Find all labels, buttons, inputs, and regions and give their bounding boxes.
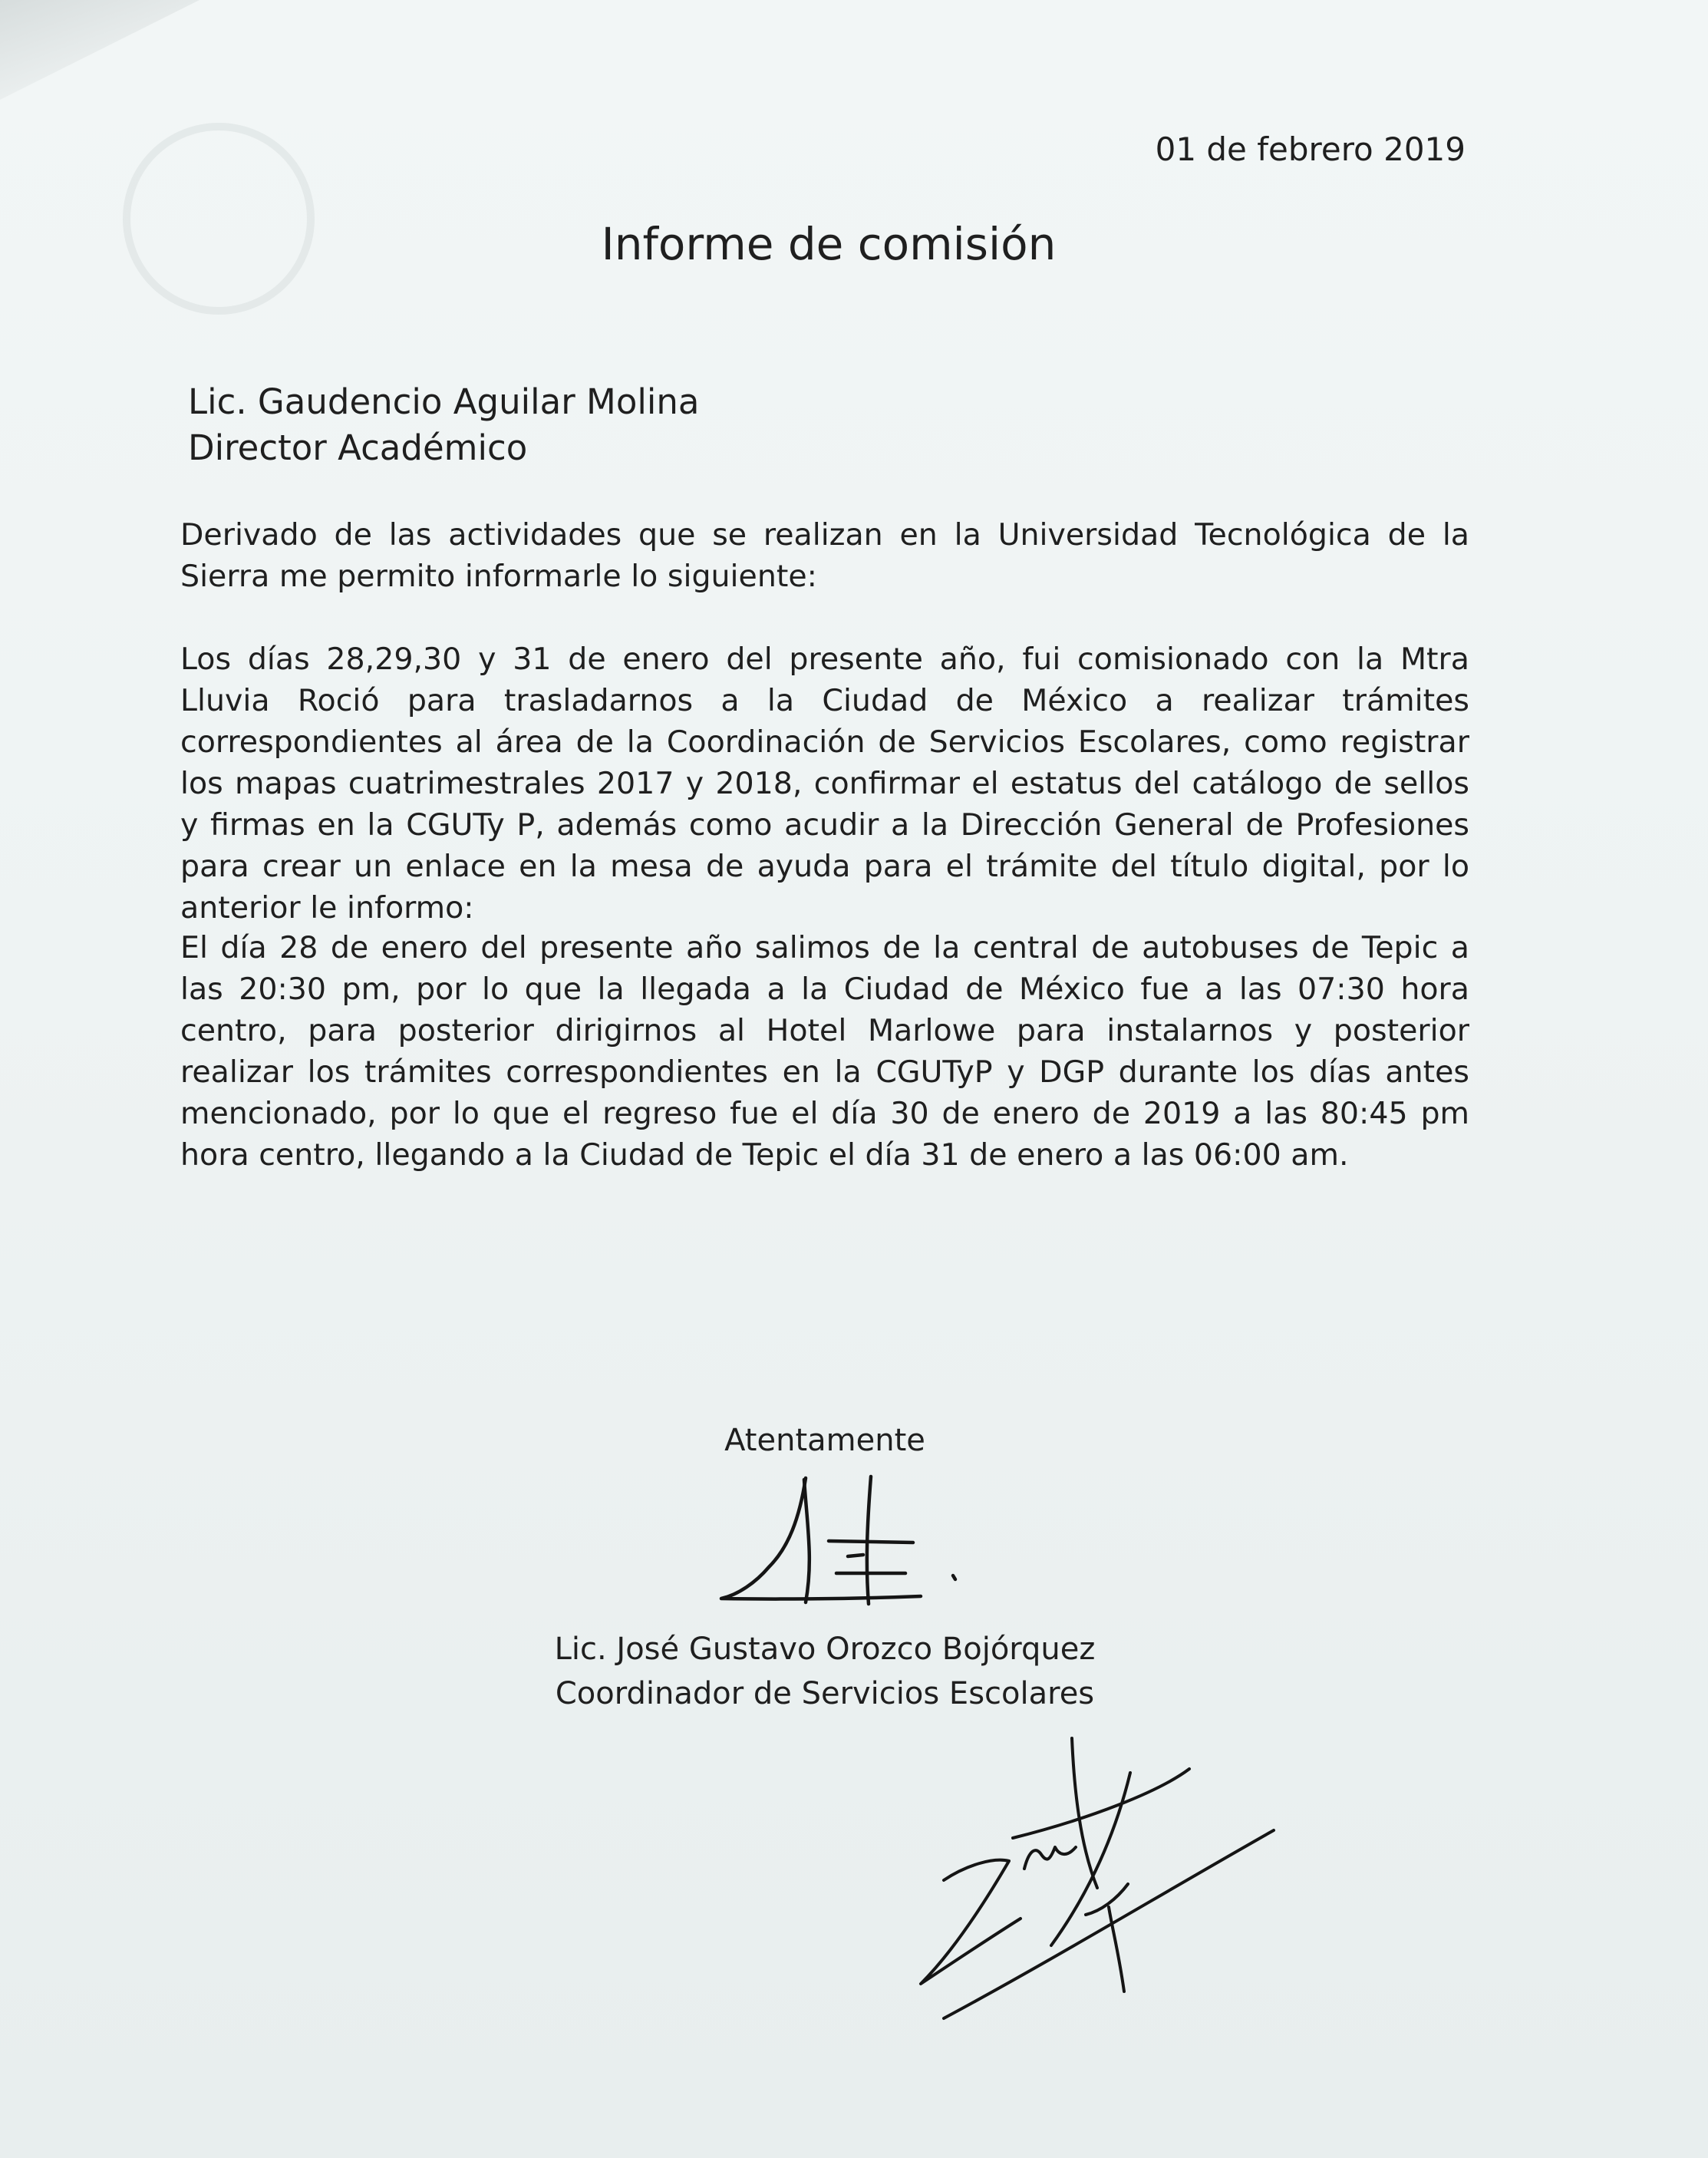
folded-corner xyxy=(0,0,199,100)
recipient-name: Lic. Gaudencio Aguilar Molina xyxy=(188,381,700,422)
document-title: Informe de comisión xyxy=(601,218,1057,270)
recipient-block xyxy=(188,379,879,471)
intro-paragraph: Derivado de las actividades que se realizan en la Universidad Tecnológica de la Sierra me permito informarle lo siguiente: xyxy=(180,517,1469,594)
signer-name: Lic. José Gustavo Orozco Bojórquez xyxy=(554,1632,1096,1667)
commission-paragraph: Los días 28,29,30 y 31 de enero del presente año, fui comisionado con la Mtra Lluvia Roció para trasladarnos a la Ciudad de México a realizar trámites correspondientes al área de la Coordinación de Servicios Escolares, como registrar los mapas cuatrimestrales 2017 y 2018, confirmar el estatus del catálogo de sellos y firmas en la CGUTy P, además como acudir a la Dirección General de Profesiones para crear un enlace en la mesa de ayuda para el trámite del título digital, por lo anterior le informo: xyxy=(180,642,1469,926)
travel-paragraph: El día 28 de enero del presente año salimos de la central de autobuses de Tepic a las 20:30 pm, por lo que la llegada a la Ciudad de México fue a las 07:30 hora centro, para posterior dirigirnos al Hotel Marlowe para instalarnos y posterior realizar los trámites correspondientes en la CGUTyP y DGP durante los días antes mencionado, por lo que el regreso fue el día 30 de enero de 2019 a las 80:45 pm hora centro, llegando a la Ciudad de Tepic el día 31 de enero a las 06:00 am. xyxy=(180,930,1469,1173)
faint-seal-watermark xyxy=(123,123,315,315)
signer-position: Coordinador de Servicios Escolares xyxy=(555,1676,1095,1711)
handwritten-receipt-signature-icon xyxy=(913,1731,1297,2038)
handwritten-signature-icon xyxy=(714,1472,990,1618)
recipient-position: Director Académico xyxy=(188,427,528,468)
document-date: 01 de febrero 2019 xyxy=(1155,130,1466,168)
closing-salutation: Atentamente xyxy=(724,1423,925,1458)
signer-block xyxy=(491,1627,1159,1716)
